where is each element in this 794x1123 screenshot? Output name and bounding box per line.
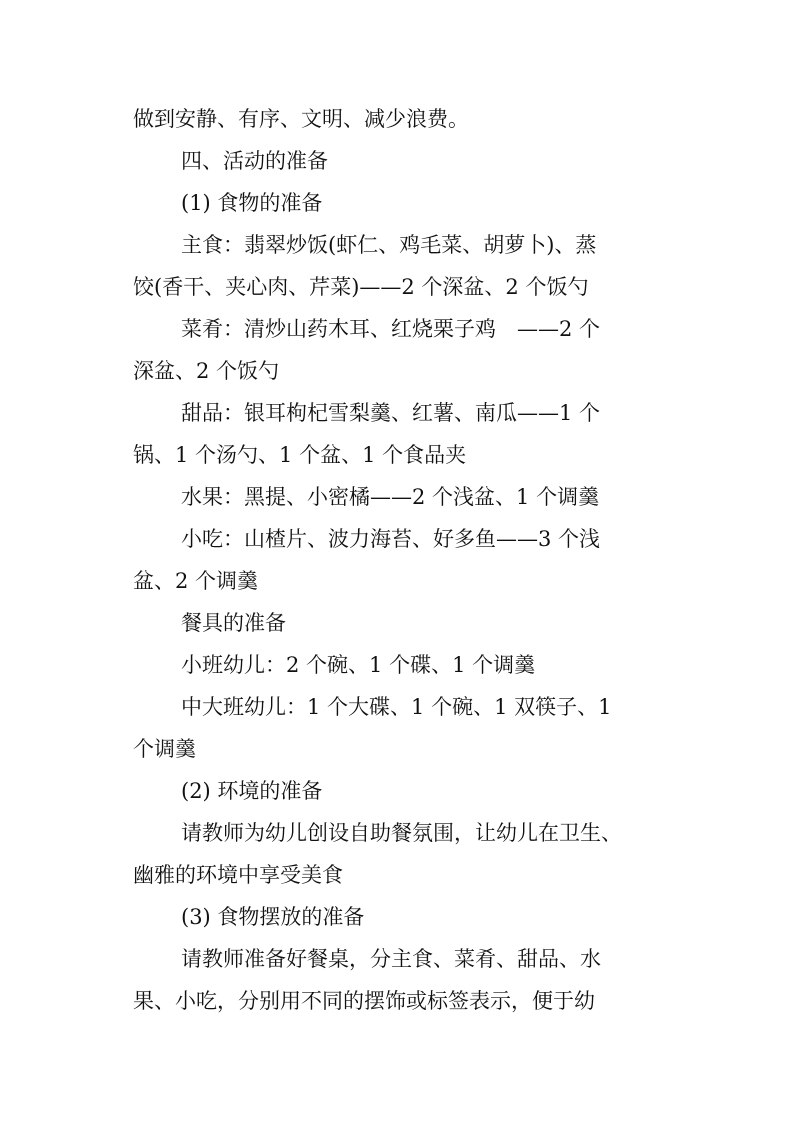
body-text-line: 幽雅的环境中享受美食 [133,863,343,887]
body-text-line: 主食：翡翠炒饭(虾仁、鸡毛菜、胡萝卜)、蒸 [181,233,597,257]
subsection-heading: 餐具的准备 [181,611,286,635]
body-text-line: 锅、1 个汤勺、1 个盆、1 个食品夹 [133,443,467,467]
subsection-heading: (3) 食物摆放的准备 [181,905,365,929]
body-text-line: 小吃：山楂片、波力海苔、好多鱼——3 个浅 [181,527,601,551]
body-text-line: 菜肴：清炒山药木耳、红烧栗子鸡 ——2 个 [181,317,601,341]
body-text-line: 深盆、2 个饭勺 [133,359,280,383]
body-text-line: 请教师准备好餐桌，分主食、菜肴、甜品、水 [181,947,601,971]
body-text-line: 盆、2 个调羹 [133,569,259,593]
body-text-line: 水果：黑提、小密橘——2 个浅盆、1 个调羹 [181,485,600,509]
subsection-heading: (2) 环境的准备 [181,779,323,803]
body-text-line: 甜品：银耳枸杞雪梨羹、红薯、南瓜——1 个 [181,401,601,425]
body-text-line: 做到安静、有序、文明、减少浪费。 [133,107,469,131]
section-heading: 四、活动的准备 [181,149,328,173]
body-text-line: 个调羹 [133,737,196,761]
body-text-line: 请教师为幼儿创设自助餐氛围，让幼儿在卫生、 [181,821,622,845]
body-text-line: 中大班幼儿：1 个大碟、1 个碗、1 双筷子、1 [181,695,612,719]
body-text-line: 饺(香干、夹心肉、芹菜)——2 个深盆、2 个饭勺 [133,275,589,299]
body-text-line: 小班幼儿：2 个碗、1 个碟、1 个调羹 [181,653,536,677]
body-text-line: 果、小吃，分别用不同的摆饰或标签表示，便于幼 [133,989,595,1013]
subsection-heading: (1) 食物的准备 [181,191,323,215]
